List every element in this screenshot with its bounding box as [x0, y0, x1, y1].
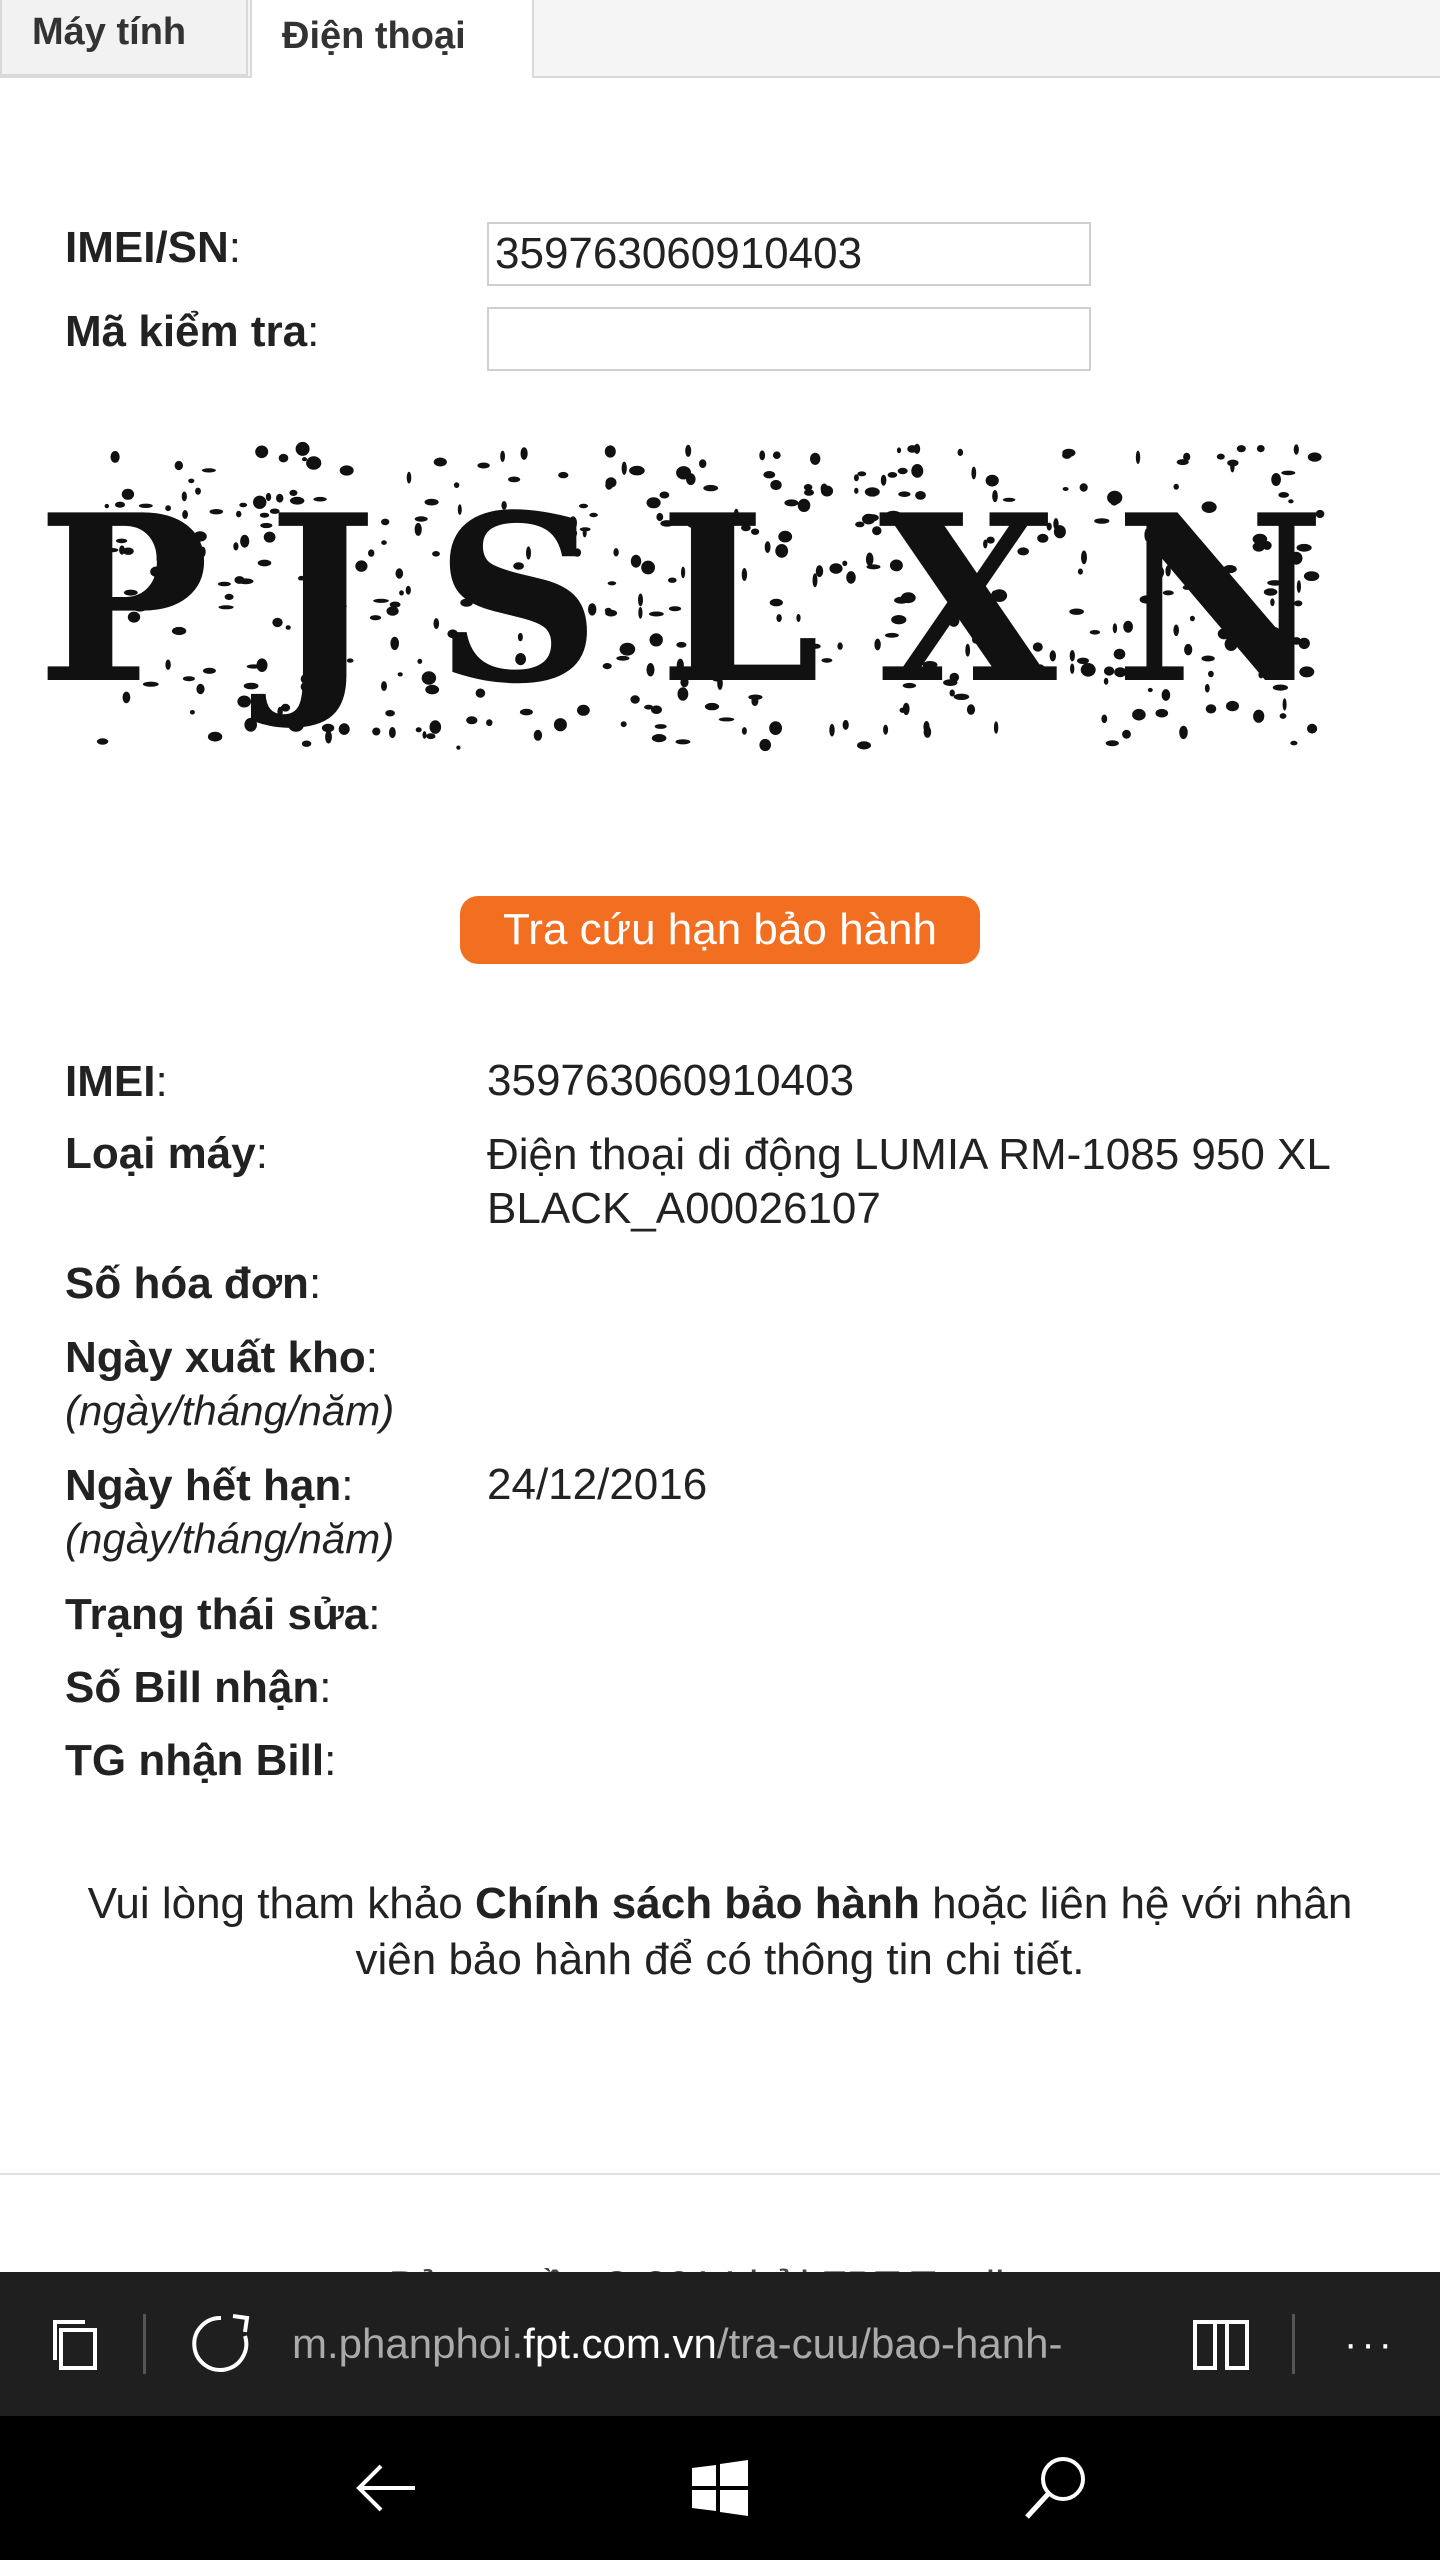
- copyright-text: [0, 2246, 1440, 2272]
- captcha-image: [36, 448, 1384, 748]
- result-imei-label: IMEI:: [65, 1057, 168, 1106]
- imei-sn-input[interactable]: [487, 222, 1091, 286]
- invoice-label: Số hóa đơn:: [65, 1259, 322, 1308]
- tabs-icon[interactable]: [30, 2272, 120, 2416]
- captcha-text: PJSLXN: [36, 465, 1384, 735]
- toolbar-separator: [143, 2314, 146, 2374]
- result-imei-value: 359763060910403: [487, 1056, 855, 1105]
- reading-view-icon[interactable]: [1176, 2272, 1266, 2416]
- tab-bar: [0, 0, 1440, 78]
- bill-time-label: TG nhận Bill:: [65, 1736, 337, 1785]
- back-icon[interactable]: [316, 2416, 456, 2560]
- system-nav-bar: [0, 2416, 1440, 2560]
- warranty-policy-link[interactable]: Chính sách bảo hành: [474, 1879, 920, 1928]
- captcha-label: Mã kiểm tra:: [65, 307, 320, 356]
- model-value: Điện thoại di động LUMIA RM-1085 950 XL BLACK_A00026107: [487, 1130, 1330, 1233]
- expiry-date-value: 24/12/2016: [487, 1460, 708, 1509]
- tab-phone[interactable]: Điện thoại: [250, 0, 534, 78]
- check-warranty-button[interactable]: Tra cứu hạn bảo hành: [460, 896, 980, 964]
- refresh-icon[interactable]: [176, 2272, 266, 2416]
- windows-start-icon[interactable]: [650, 2416, 790, 2560]
- search-icon[interactable]: [986, 2416, 1126, 2560]
- browser-toolbar: [0, 2272, 1440, 2416]
- toolbar-separator: [1292, 2314, 1295, 2374]
- more-icon[interactable]: ···: [1344, 2321, 1396, 2366]
- tab-computer[interactable]: Máy tính: [0, 0, 248, 76]
- repair-status-label: Trạng thái sửa:: [65, 1590, 381, 1639]
- footer-divider: [0, 2173, 1440, 2175]
- captcha-input[interactable]: [487, 307, 1091, 371]
- expiry-date-label: Ngày hết hạn: (ngày/tháng/năm): [65, 1460, 394, 1566]
- address-bar[interactable]: m.phanphoi. fpt.com.vn /tra-cuu/bao-hanh-: [292, 2320, 1063, 2367]
- bill-number-label: Số Bill nhận:: [65, 1663, 332, 1712]
- date-format-hint: (ngày/tháng/năm): [65, 1387, 395, 1434]
- date-format-hint: (ngày/tháng/năm): [65, 1515, 395, 1562]
- model-label: Loại máy:: [65, 1129, 268, 1178]
- imei-sn-label: IMEI/SN:: [65, 223, 242, 272]
- export-date-label: Ngày xuất kho: (ngày/tháng/năm): [65, 1332, 394, 1438]
- warranty-note: Vui lòng tham khảo Chính sách bảo hành hoặc liên hệ với nhân viên bảo hành để có thông tin chi tiết.: [87, 1879, 1353, 1984]
